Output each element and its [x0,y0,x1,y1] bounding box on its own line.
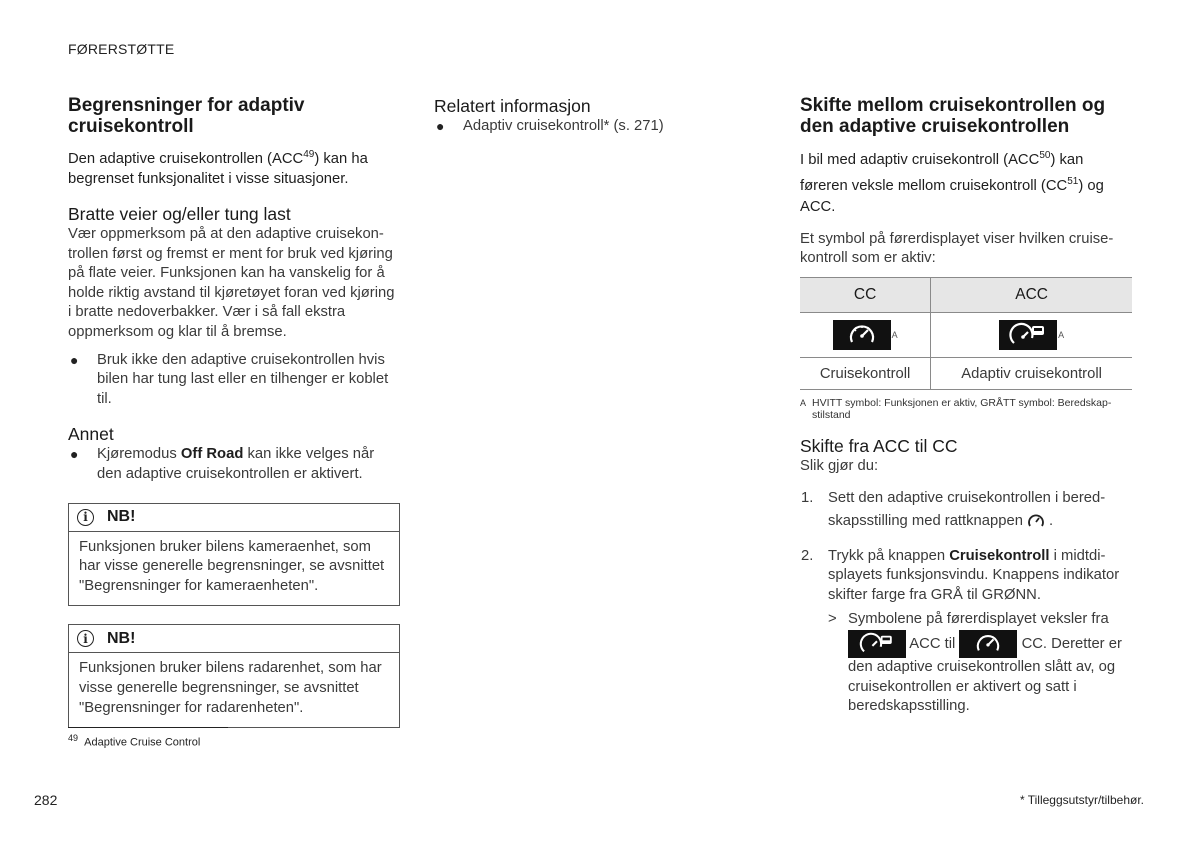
body-paragraph: Et symbol på førerdisplayet viser hvilken cruisekontroll som er aktiv: [800,230,1114,267]
step-item: 1. Sett den adaptive cruisekontrollen i beredskapsstilling med rattknappen . [800,487,1132,537]
bullet-item: ● Kjøremodus Off Road kan ikke velges når den adaptive cruisekontrollen er aktivert. [70,446,375,483]
info-icon: i [77,509,94,526]
footnote-ref: 50 [1039,150,1051,161]
footnote-divider [68,727,228,728]
note-label: NB! [107,508,136,526]
footnote-ref: 51 [1067,175,1079,187]
subsection-heading: Annet [68,424,114,445]
button-name: Cruisekontroll [949,547,1050,564]
bullet-item: ● Bruk ikke den adaptive cruisekontrollen hvis bilen har tung last eller en tilhenger er koblet til. [70,351,389,407]
section-title: Skifte mellom cruisekontrollen og den adaptive cruisekontrollen [800,95,1106,137]
steering-button-icon [1027,513,1045,537]
column-left [68,95,400,728]
subsection-heading: Bratte veier og/eller tung last [68,204,291,225]
intro-paragraph: Den adaptive cruisekontrollen (ACC$^{49}$) kan ha begrenset funksjonalitet i visse situasjoner. [68,149,368,187]
table-header-cc: CC [800,278,931,313]
body-paragraph: Slik gjør du: [800,458,879,475]
intro-paragraph: I bil med adaptiv cruisekontroll (ACC$^{50}$) kan føreren veksle mellom cruisekontroll (CC$^{51}$) og ACC. [800,150,1104,215]
acc-symbol-cell [931,313,1132,358]
drive-mode-name: Off Road [180,446,244,463]
cc-speedometer-icon [959,630,1017,658]
info-icon: i [77,630,94,647]
table-marker: A [1058,330,1065,341]
section-title: Begrensninger for adaptiv cruisekontroll [68,95,305,137]
acc-car-speedometer-icon [999,320,1057,350]
note-text: Funksjonen bruker bilens kameraenhet, som har visse generelle begrensninger, se avsnittet "Begrensninger for kameraenheten". [79,538,385,594]
note-box [68,503,400,607]
bullet-icon: ● [436,118,445,134]
table-header-acc: ACC [931,278,1132,313]
footer-note: * Tilleggsutstyr/tilbehør. [1019,793,1144,807]
acc-car-speedometer-icon [848,630,906,658]
symbol-table [800,277,1132,390]
note-label: NB! [107,629,136,647]
step-item: 2. Trykk på knappen Cruisekontroll i midtdisplayets funksjonsvindu. Knappens indikator skifter farge fra GRÅ til GRØNN. > Symbolene på førerdisplayet veksler fra ACC til CC. Deretter er den adaptive cruisekontrollen slått av, og cruisekontrollen er aktivert og satt i beredskapsstilling. [800,547,1132,717]
cc-speedometer-icon [833,320,891,350]
note-text: Funksjonen bruker bilens radarenhet, som har visse generelle begrensninger, se avsnittet "Begrensninger for radarenheten". [79,660,382,716]
bullet-icon: ● [70,351,79,368]
cc-symbol-cell [800,313,931,358]
acc-label: Adaptiv cruisekontroll [931,358,1132,390]
related-link[interactable]: ● Adaptiv cruisekontroll* (s. 271) [434,117,734,137]
footnote-ref: 49 [303,149,315,160]
table-footnote: A HVITT symbol: Funksjonen er aktiv, GRÅTT symbol: Beredskapstilstand [800,397,1112,422]
note-box [68,624,400,728]
cc-label: Cruisekontroll [800,358,931,390]
footnote: $^{49}$ Adaptive Cruise Control [68,733,201,749]
footnote-number: 49 [68,733,79,743]
body-paragraph: Vær oppmerksom på at den adaptive cruisekontrollen først og fremst er ment for bruk ved kjøring på flate veier. Funksjonen kan ha vanskelig for å holde riktig avstand til kjøretøyet foran ved kjøring i bratte nedoverbakker. Vær i så fall ekstra oppmerksom og klar til å bremse. [68,226,395,341]
running-head: FØRERSTØTTE [68,41,175,57]
column-middle [434,95,734,137]
related-heading: Relatert informasjon [434,96,591,116]
table-marker: A [891,330,898,341]
bullet-icon: ● [70,446,79,463]
step-result: > Symbolene på førerdisplayet veksler fra ACC til CC. Deretter er den adaptive cruisekontrollen slått av, og cruisekontrollen er aktivert og satt i beredskapsstilling. [828,611,1122,715]
column-right [800,95,1132,717]
subsection-heading: Skifte fra ACC til CC [800,436,958,457]
page-number: 282 [34,792,58,808]
